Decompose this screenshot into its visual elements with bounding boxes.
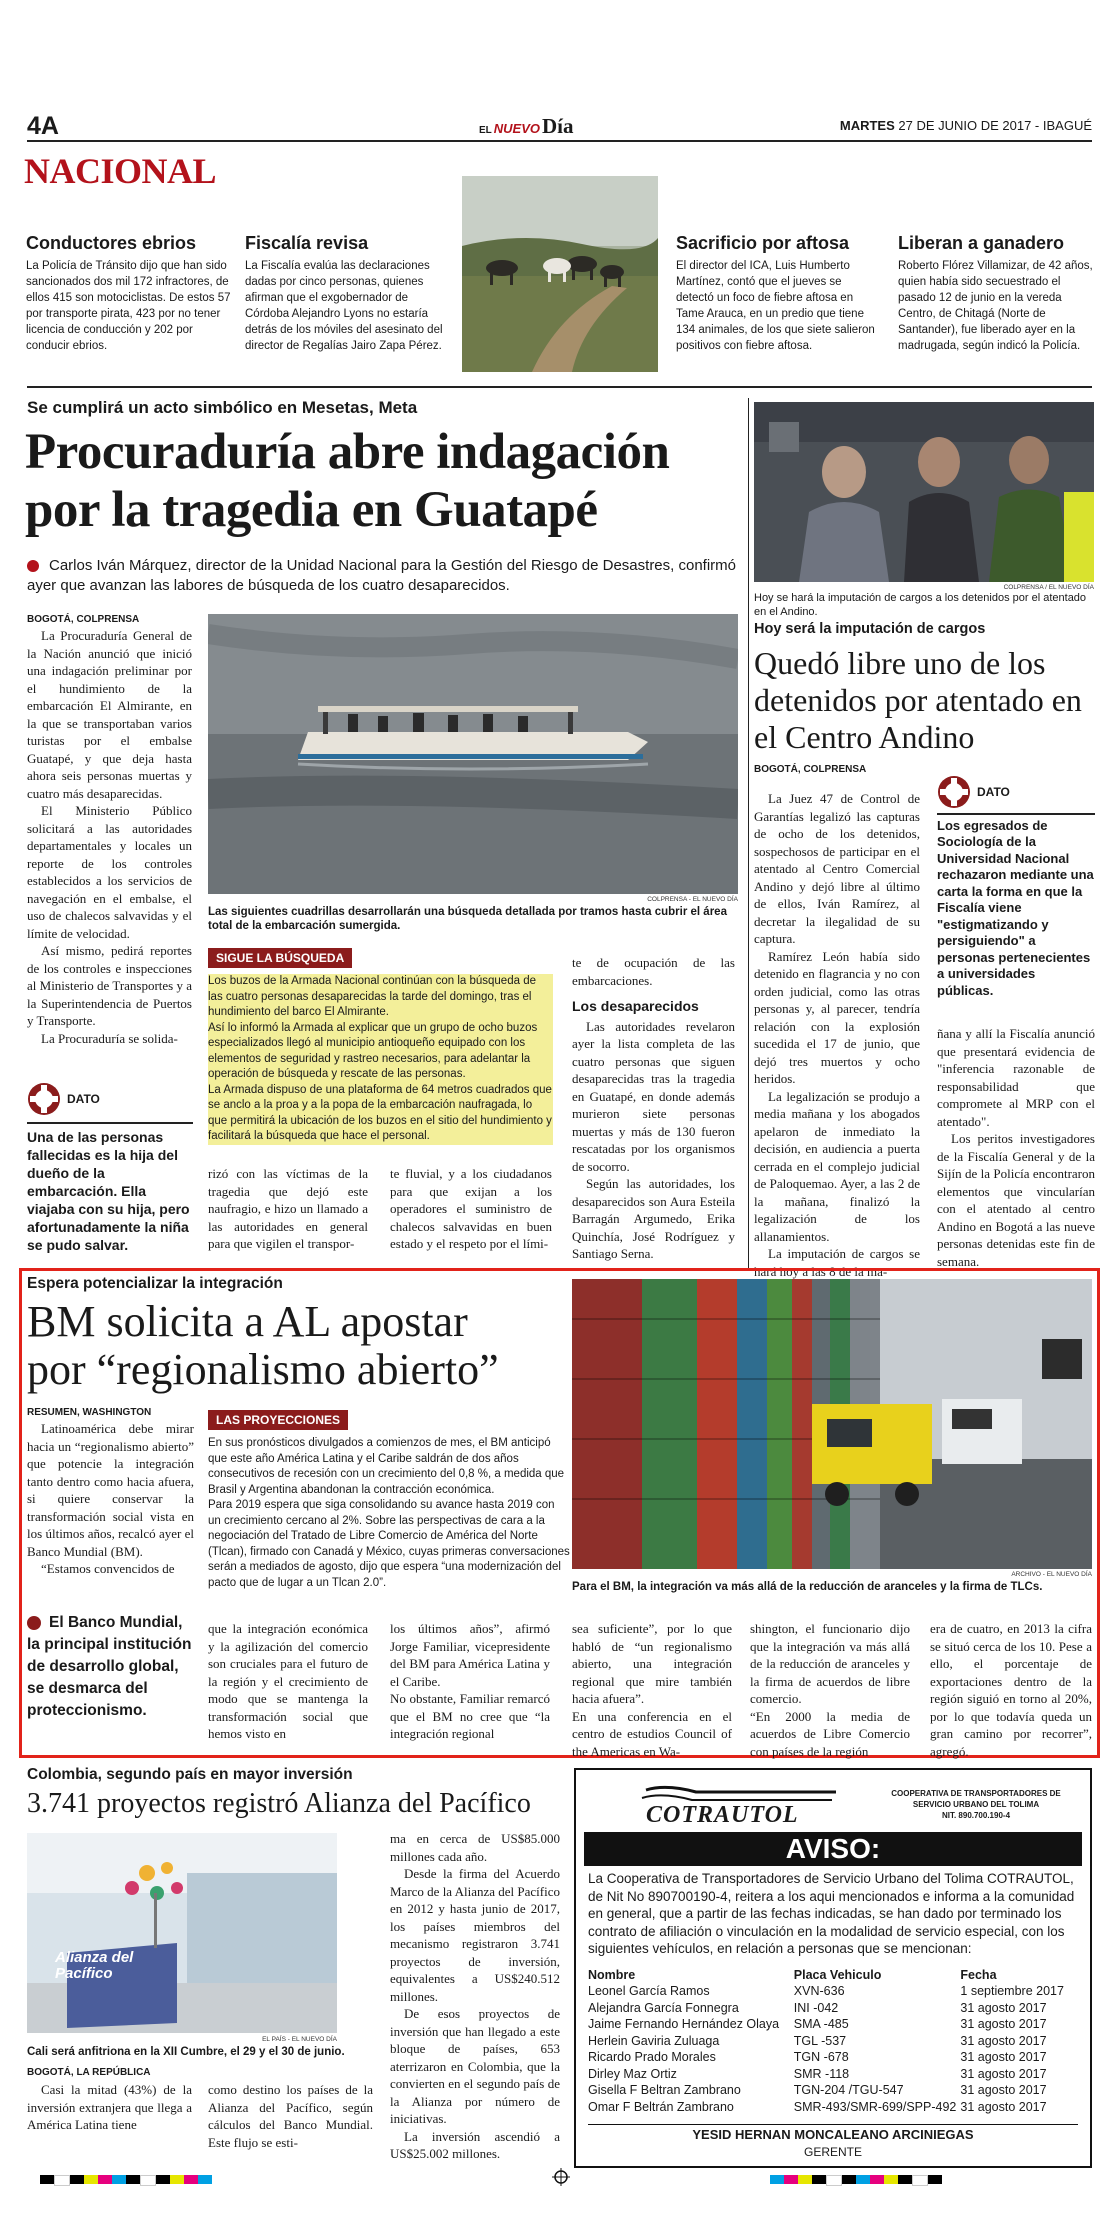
paragraph: El Ministerio Público solicitará a las autoridades departamentales y locales un reporte de los controles establecidos a los servicios de navegación en el embalse, el uso de chalecos salvavidas y el límite de velocidad. bbox=[27, 803, 192, 941]
cell-plate: INI -042 bbox=[793, 2000, 839, 2015]
paragraph: La imputación de cargos se hará hoy a las 8 de la ma- bbox=[754, 1246, 920, 1279]
brief-title: Fiscalía revisa bbox=[245, 233, 369, 253]
table-row bbox=[588, 2049, 1078, 2066]
column-header: Nombre bbox=[588, 1968, 636, 1982]
info-icon bbox=[27, 1082, 61, 1116]
andino-caption: Hoy se hará la imputación de cargos a los detenidos por el atentado en el Andino. bbox=[754, 592, 1087, 618]
table-header-row bbox=[588, 1968, 1078, 1983]
pull-quote-text: El Banco Mundial, la principal institución de desarrollo global, se desmarca del proteccionismo. bbox=[27, 1614, 192, 1719]
andino-dateline: BOGOTÁ, COLPRENSA bbox=[754, 764, 867, 775]
ad-body: La Cooperativa de Transportadores de Servicio Urbano del Tolima COTRAUTOL, de Nit No 890700190-4, reitera a los aqui mencionados e informa a la comunidad en general, que a partir de las fechas indicadas, se han dado por terminado los contrato de afiliación o vinculación en la modalidad de servicio especial, con los siguientes vehículos, en relación a personas que se mencionan: bbox=[588, 1871, 1075, 1956]
guatape-dateline: BOGOTÁ, COLPRENSA bbox=[27, 614, 140, 625]
issue-date bbox=[840, 118, 1092, 133]
table-row bbox=[588, 2082, 1078, 2099]
paragraph: Casi la mitad (43%) de la inversión extranjera que llega a América Latina tiene bbox=[27, 2082, 192, 2132]
logo-dia: Día bbox=[542, 114, 574, 138]
registration-mark-icon bbox=[552, 2168, 570, 2186]
cell-plate: XVN-636 bbox=[793, 1984, 845, 1998]
cell-name: Ricardo Prado Morales bbox=[588, 2050, 716, 2064]
table-row bbox=[588, 1983, 1078, 2000]
table-row bbox=[588, 2066, 1078, 2083]
cell-plate: TGN-204 /TGU-547 bbox=[793, 2083, 904, 2097]
brief-1 bbox=[26, 233, 231, 354]
cell-date: 31 agosto 2017 bbox=[960, 2050, 1047, 2064]
cell-name: Omar F Beltrán Zambrano bbox=[588, 2099, 734, 2114]
bm-col-c bbox=[390, 1620, 550, 1743]
pacifico-dateline: BOGOTÁ, LA REPÚBLICA bbox=[27, 2067, 151, 2078]
cell-date: 31 agosto 2017 bbox=[960, 2083, 1047, 2097]
cell-date: 31 agosto 2017 bbox=[960, 2017, 1047, 2031]
box-title: LAS PROYECCIONES bbox=[208, 1410, 348, 1430]
column-header: Fecha bbox=[960, 1968, 997, 1982]
cell-plate: SMA -485 bbox=[793, 2017, 849, 2031]
guatape-col-1 bbox=[27, 627, 192, 1047]
pacifico-col-3 bbox=[390, 1830, 560, 2163]
bm-headline bbox=[27, 1298, 499, 1394]
column-header: Placa Vehiculo bbox=[793, 1968, 882, 1982]
issue-date-text: 27 DE JUNIO DE 2017 - IBAGUÉ bbox=[898, 118, 1092, 133]
info-icon bbox=[937, 775, 971, 809]
issue-day: MARTES bbox=[839, 118, 895, 133]
paragraph: Según las autoridades, los desaparecidos son Aura Esteila Barragán Argumedo, Erika Quinchía, José Rodríguez y Santiago Serna. bbox=[572, 1176, 735, 1261]
dato-text: Los egresados de Sociología de la Universidad Nacional rechazaron mediante una carta la forma en que la Fiscalía viene "estigmatizando y persiguiendo" a personas pertenecientes a universidades públicas. bbox=[937, 817, 1094, 998]
paragraph: ma en cerca de US$85.000 millones cada año. bbox=[390, 1831, 560, 1864]
andino-col-1 bbox=[754, 790, 920, 1280]
pacifico-caption: Cali será anfitriona en la XII Cumbre, el 29 y el 30 de junio. bbox=[27, 2046, 345, 2058]
paragraph: Así mismo, pedirá reportes de los controles e inspecciones al Ministerio de Transportes y a la Superintendencia de Puertos y Transporte. bbox=[27, 943, 193, 1028]
bm-dateline: RESUMEN, WASHINGTON bbox=[27, 1407, 152, 1418]
cell-plate: SMR -118 bbox=[793, 2066, 850, 2081]
brief-title: Conductores ebrios bbox=[26, 233, 197, 253]
page-number: 4A bbox=[27, 112, 59, 140]
color-calibration-bar bbox=[40, 2175, 212, 2186]
bm-col-e bbox=[750, 1620, 910, 1760]
paragraph: La Juez 47 de Control de Garantías legalizó las capturas de ocho de los detenidos, sospechosos de participar en el atentado al Centro Comercial Andino y dejó libre al último de ellos, Iván Ramírez, al decretar la ilegalidad de su captura. bbox=[754, 791, 920, 946]
cell-name: Dirley Maz Ortiz bbox=[588, 2066, 677, 2081]
paragraph: shington, el funcionario dijo que la integración va más allá de la reducción de aranceles y la firma de acuerdos de libre comercio. “En 2000 la media de acuerdos de Libre Comercio con países de la región bbox=[750, 1621, 910, 1759]
org-line: SERVICIO URBANO DEL TOLIMA bbox=[912, 1800, 1040, 1809]
column-divider bbox=[748, 398, 749, 1268]
box-title: SIGUE LA BÚSQUEDA bbox=[208, 948, 352, 968]
paragraph: te de ocupación de las embarcaciones. bbox=[572, 955, 735, 988]
cell-date: 31 agosto 2017 bbox=[960, 2033, 1047, 2048]
headline-line: por la tragedia en Guatapé bbox=[25, 482, 598, 538]
bullet-icon bbox=[27, 560, 39, 572]
dato-label: DATO bbox=[977, 785, 1010, 799]
dato-tag bbox=[27, 1082, 193, 1116]
cell-name: Leonel García Ramos bbox=[588, 1984, 710, 1998]
cell-plate: SMR-493/SMR-699/SPP-492 bbox=[793, 2099, 957, 2114]
cattle-photo bbox=[462, 176, 658, 372]
cell-plate: TGL -537 bbox=[793, 2033, 847, 2048]
paragraph: ñana y allí la Fiscalía anunció que presentará evidencia de "inferencia razonable de responsabilidad que compromete al MRP con el atentado". bbox=[937, 1026, 1095, 1129]
ad-brand: COTRAUTOL bbox=[646, 1802, 799, 1828]
pacifico-headline: 3.741 proyectos registró Alianza del Pacífico bbox=[27, 1788, 531, 1819]
pacifico-kicker: Colombia, segundo país en mayor inversión bbox=[27, 1766, 353, 1783]
bm-col-b bbox=[208, 1620, 368, 1743]
paragraph: Ramírez León había sido detenido en flagrancia y no con orden judicial, como las otras personas y, al parecer, tendría relación con la explosión sucedida el 17 de junio, que dejó tres muertos y ocho heridos. bbox=[754, 948, 920, 1086]
bm-kicker: Espera potencializar la integración bbox=[27, 1275, 283, 1292]
guatape-col-d bbox=[572, 954, 735, 1263]
brief-title: Sacrificio por aftosa bbox=[676, 233, 850, 253]
bm-col-f bbox=[930, 1620, 1092, 1760]
logo-el: EL bbox=[479, 125, 492, 136]
ad-org bbox=[876, 1788, 1076, 1821]
masthead-logo bbox=[479, 114, 574, 139]
pacifico-col-1 bbox=[27, 2081, 192, 2134]
photo-credit: ARCHIVO - EL NUEVO DÍA bbox=[1011, 1571, 1092, 1578]
org-line: COOPERATIVA DE TRANSPORTADORES DE bbox=[891, 1789, 1061, 1798]
cell-name: Jaime Fernando Hernández Olaya bbox=[588, 2017, 780, 2031]
paragraph: los últimos años”, afirmó Jorge Familiar, vicepresidente del BM para América Latina y el Caribe. No obstante, Familiar remarcó que el BM no cree que “la integración regional bbox=[390, 1621, 550, 1741]
paragraph: Latinoamérica debe mirar hacia un “regionalismo abierto” que potencie la integración tanto dentro como hacia afuera, si quiere conservar la transformación social vista en los últimos años, recalcó ayer el Banco Mundial (BM). bbox=[27, 1421, 194, 1559]
guatape-caption: Las siguientes cuadrillas desarrollarán una búsqueda detallada por tramos hasta cubrir el área total de la embarcación sumergida. bbox=[208, 906, 727, 932]
headline-line: Procuraduría abre indagación bbox=[25, 424, 670, 480]
paragraph: “Estamos convencidos de bbox=[41, 1561, 175, 1576]
alianza-photo bbox=[27, 1833, 337, 2033]
brief-text: La Fiscalía evalúa las declaraciones dadas por cinco personas, quienes afirman que el exgobernador de Córdoba Alejandro Lyons no estaría detrás de los móviles del asesinato del director de Regalías Jairo Zapa Pérez. bbox=[245, 260, 443, 352]
bm-pull-quote bbox=[27, 1612, 197, 1722]
box-paragraph: En sus pronósticos divulgados a comienzos de mes, el BM anticipó que este año América Latina y el Caribe saldrán de dos años consecutivos de recesión con un crecimiento del 0,8 %, a medida que Brasil y Argentina abandonan la contracción económica. bbox=[208, 1437, 565, 1496]
containers-photo bbox=[572, 1279, 1092, 1569]
divider bbox=[27, 1122, 193, 1124]
boat-photo bbox=[208, 614, 738, 894]
box-paragraph: Así lo informó la Armada al explicar que un grupo de ocho buzos especializados llegó al municipio antioqueño equipado con los elementos de seguridad y rastreo necesarios, para adelantar la operación de búsqueda y rescate de las personas. bbox=[208, 1021, 553, 1083]
brief-4 bbox=[898, 233, 1094, 354]
ad-signer: YESID HERNAN MONCALEANO ARCINIEGAS bbox=[692, 2127, 974, 2142]
dato-label: DATO bbox=[67, 1092, 100, 1106]
table-row bbox=[588, 2033, 1078, 2050]
ad-title: AVISO: bbox=[584, 1832, 1082, 1866]
andino-kicker: Hoy será la imputación de cargos bbox=[754, 621, 986, 637]
cell-name: Herlein Gaviria Zuluaga bbox=[588, 2033, 720, 2048]
guatape-col-b bbox=[208, 1165, 368, 1253]
brief-text: Roberto Flórez Villamizar, de 42 años, quien había sido secuestrado el pasado 12 de junio en la vereda Centro, de Chitagá (Norte de Santander), fue liberado ayer en la madrugada, según indicó la Policía. bbox=[898, 260, 1093, 352]
cotrautol-ad bbox=[574, 1768, 1092, 2168]
deck-text: Carlos Iván Márquez, director de la Unidad Nacional para la Gestión del Riesgo de Desastres, confirmó ayer que avanzan las labores de búsqueda de los cuatro desaparecidos. bbox=[27, 557, 737, 594]
table-row bbox=[588, 2099, 1078, 2116]
box-body bbox=[208, 1436, 570, 1591]
ad-signature-rule bbox=[588, 2124, 1078, 2125]
bm-col-d bbox=[572, 1620, 732, 1760]
paragraph: De esos proyectos de inversión que han llegado a este bloque de países, 653 aterrizaron en Colombia, que la convierten en el segundo país de la Alianza por número de iniciativas. bbox=[390, 2006, 560, 2126]
brief-text: El director del ICA, Luis Humberto Martínez, contó que el jueves se detectó un foco de fiebre aftosa en Tame Arauca, en un predio que tiene 134 animales, de los que siete salieron positivos con fiebre aftosa. bbox=[676, 260, 875, 352]
ad-signer-title: GERENTE bbox=[803, 2145, 862, 2159]
paragraph: Los peritos investigadores de la Fiscalía General y de la Sijín de la Policía encontraron elementos que vincularían con el atentado al centro Andino en Bogotá a las nueve personas detenidas este fin de semana. bbox=[937, 1131, 1095, 1269]
guatape-kicker: Se cumplirá un acto simbólico en Mesetas, Meta bbox=[27, 398, 418, 417]
color-calibration-bar bbox=[770, 2175, 942, 2186]
divider bbox=[27, 386, 1092, 388]
guatape-headline bbox=[25, 423, 669, 539]
paragraph: que la integración económica y la agilización del comercio son cruciales para el futuro de la región y el crecimiento de modo que se mantenga la transformación social que hemos visto en bbox=[208, 1621, 368, 1741]
dato-text: Una de las personas fallecidas es la hija del dueño de la embarcación. Ella viajaba con su hija, pero afortunadamente la niña se pudo salvar. bbox=[27, 1128, 190, 1253]
org-nit: NIT. 890.700.190-4 bbox=[941, 1811, 1011, 1820]
paragraph: como destino los países de la Alianza del Pacífico, según cálculos del Banco Mundial. Este flujo se esti- bbox=[208, 2082, 373, 2150]
paragraph: rizó con las víctimas de la tragedia que dejó este naufragio, e hizo un llamado a las autoridades en general para que vigilen el transpor- bbox=[208, 1166, 368, 1251]
logo-nuevo: NUEVO bbox=[493, 121, 541, 136]
table-row bbox=[588, 2000, 1078, 2017]
ad-table-wrap bbox=[588, 1968, 1078, 2115]
photo-credit: COLPRENSA / EL NUEVO DÍA bbox=[1003, 584, 1094, 591]
guatape-dato bbox=[27, 1082, 193, 1254]
bm-col-1 bbox=[27, 1420, 194, 1578]
paragraph: La legalización se produjo a media mañana y los abogados apelaron de inmediato la decisión, en audiencia a puerta cerrada en el complejo judicial de Paloquemao. Ayer, a las 2 de la mañana, finalizó la legalización de los allanamientos. bbox=[754, 1088, 920, 1244]
cell-date: 31 agosto 2017 bbox=[960, 2099, 1047, 2114]
divider bbox=[937, 813, 1095, 815]
photo-credit: COLPRENSA - EL NUEVO DÍA bbox=[647, 896, 738, 903]
brief-3 bbox=[676, 233, 881, 354]
headline-line: por “regionalismo abierto” bbox=[27, 1345, 499, 1394]
busqueda-box bbox=[208, 948, 553, 1145]
alianza-sign: Alianza del Pacífico bbox=[55, 1949, 134, 1982]
brief-text: La Policía de Tránsito dijo que han sido sancionados dos mil 172 infractores, de ellos 415 son motociclistas. De estos 57 por transporte pirata, 423 por no tener licencia de conducción y 202 por conducir ebrios. bbox=[26, 260, 231, 352]
box-paragraph: La Armada dispuso de una plataforma de 64 metros cuadrados que se anclo a la proa y a la popa de la embarcación naufragada, lo que permitirá la ubicación de los buzos en el sitio del hundimiento y facilitará la búsqueda que hace el personal. bbox=[208, 1083, 553, 1145]
headline-line: BM solicita a AL apostar bbox=[27, 1297, 468, 1346]
page-header bbox=[27, 110, 1092, 142]
andino-col-2 bbox=[937, 1025, 1095, 1270]
paragraph: La Procuraduría se solida- bbox=[41, 1030, 178, 1046]
paragraph: La Procuraduría General de la Nación anunció que inició una indagación preliminar por el hundimiento de la embarcación El Almirante, en la que se transportaban varios turistas por el embalse Guatapé, y que deja hasta ahora seis personas muertas y cuatro más desaparecidas. bbox=[27, 628, 192, 801]
proyecciones-box bbox=[208, 1410, 570, 1591]
paragraph: te fluvial, y a los ciudadanos para que exijan a los operadores el suministro de chalecos salvavidas en buen estado y el respeto por el lími- bbox=[390, 1166, 552, 1251]
paragraph: era de cuatro, en 2013 la cifra se situó cerca de los 10. Pese a ello, el porcentaje de exportaciones dentro de la región siguió en torno al 20%, por lo que todavía queda un gran camino por recorrer”, agregó. bbox=[930, 1621, 1092, 1759]
bullet-icon bbox=[27, 1616, 41, 1630]
detainees-photo bbox=[754, 402, 1094, 582]
andino-dato bbox=[937, 775, 1095, 999]
ad-logo bbox=[636, 1784, 846, 1833]
pacifico-col-2 bbox=[208, 2081, 373, 2151]
cell-date: 31 agosto 2017 bbox=[960, 2000, 1047, 2015]
paragraph: Desde la firma del Acuerdo Marco de la Alianza del Pacífico en 2012 y hasta junio de 2017, los países miembros del mecanismo registraron 3.741 proyectos de inversión, equivalentes a US$240.512 millones. bbox=[390, 1866, 561, 2004]
box-paragraph: Los buzos de la Armada Nacional continúan con la búsqueda de las cuatro personas desaparecidas la tarde del domingo, tras el hundimiento del barco El Almirante. bbox=[208, 974, 553, 1021]
paragraph: La inversión ascendió a US$25.002 millones. bbox=[390, 2128, 560, 2161]
guatape-col-c bbox=[390, 1165, 552, 1253]
cell-name: Gisella F Beltran Zambrano bbox=[588, 2083, 741, 2097]
cell-date: 1 septiembre 2017 bbox=[960, 1984, 1064, 1998]
vehicle-table bbox=[588, 1968, 1078, 2115]
dato-tag bbox=[937, 775, 1095, 809]
box-paragraph: Para 2019 espera que siga consolidando su avance hasta 2019 con un crecimiento cercano al 2%. Sobre las perspectivas de cara a la negociación del Tratado de Libre Comercio de América del Norte (Tlcan), firmado con Canadá y México, cuyas primeras conversaciones serán a mediados de agosto, dijo que espera “una modernización del pacto que de lugar a un Tlcan 2.0”. bbox=[208, 1499, 570, 1589]
brief-2 bbox=[245, 233, 450, 354]
table-row bbox=[588, 2016, 1078, 2033]
guatape-deck bbox=[27, 556, 737, 596]
cell-name: Alejandra García Fonnegra bbox=[588, 2000, 739, 2015]
photo-credit: EL PAÍS - EL NUEVO DÍA bbox=[262, 2036, 337, 2043]
bm-caption: Para el BM, la integración va más allá de la reducción de aranceles y la firma de TLCs. bbox=[572, 1581, 1043, 1593]
cell-plate: TGN -678 bbox=[793, 2050, 849, 2064]
paragraph: sea suficiente”, por lo que habló de “un regionalismo abierto, una integración regional que mire también hacia afuera”. En una conferencia en el centro de estudios Council of the Americas en Wa- bbox=[572, 1621, 732, 1759]
box-body bbox=[208, 974, 553, 1145]
section-title: NACIONAL bbox=[24, 151, 217, 191]
subhead: Los desaparecidos bbox=[572, 998, 699, 1014]
paragraph: Las autoridades revelaron ayer la lista completa de las cuatro personas que siguen desaparecidas tras la tragedia en Guatapé, en donde además murieron siete personas muertas y más de 130 fueron rescatadas por los organismos de socorro. bbox=[572, 1018, 735, 1174]
cell-date: 31 agosto 2017 bbox=[960, 2066, 1047, 2081]
brief-title: Liberan a ganadero bbox=[898, 233, 1065, 253]
andino-headline: Quedó libre uno de los detenidos por atentado en el Centro Andino bbox=[754, 645, 1082, 755]
